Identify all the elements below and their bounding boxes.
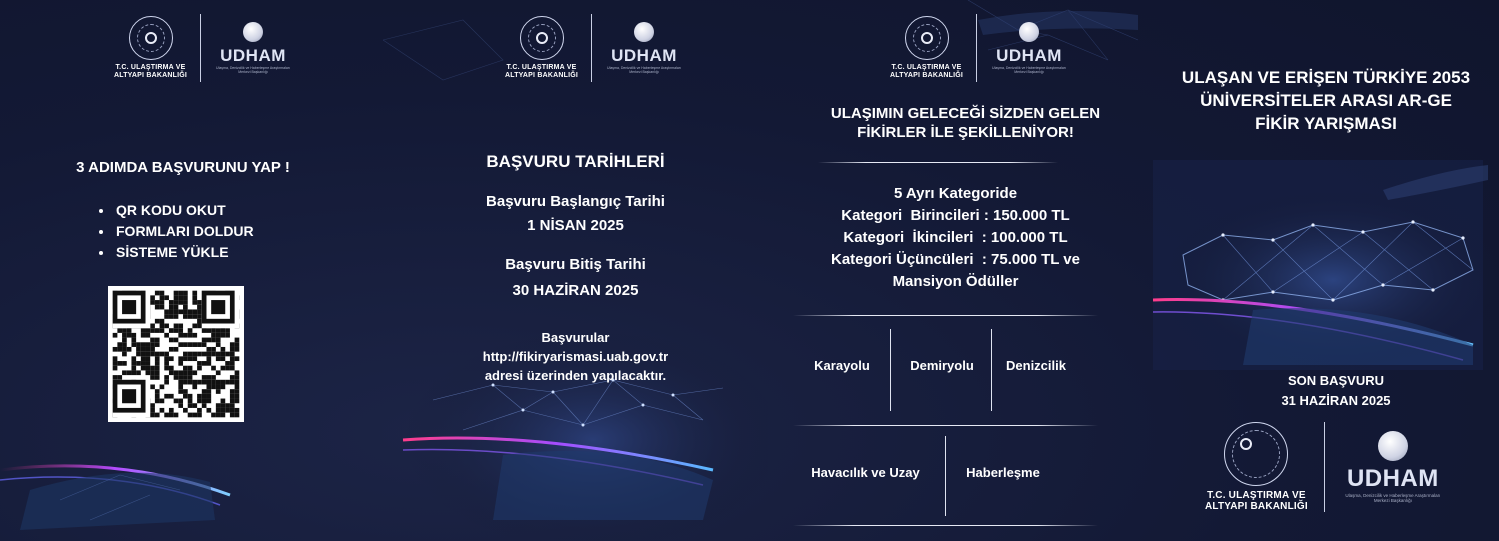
category-separator: [991, 329, 992, 411]
logo-divider: [591, 14, 592, 82]
ministry-seal-icon: [905, 16, 949, 60]
udham-logo: [1341, 431, 1445, 503]
logo-divider: [976, 14, 977, 82]
end-date-label: Başvuru Bitiş Tarihi: [505, 256, 646, 273]
ministry-name-line2: ALTYAPI BAKANLIĞI: [1205, 501, 1308, 512]
ministry-name-line1: T.C. ULAŞTIRMA VE: [115, 64, 186, 71]
deadline-date: 31 HAZİRAN 2025: [1281, 393, 1391, 408]
ministry-name-line2: ALTYAPI BAKANLIĞI: [505, 72, 579, 79]
category-demiryolu: Demiryolu: [910, 358, 974, 373]
ministry-logo: [890, 16, 963, 80]
start-date-label: Başvuru Başlangıç Tarihi: [486, 193, 665, 210]
divider: [818, 162, 1058, 163]
title-line: FİKİR YARIŞMASI: [1255, 114, 1397, 133]
category-separator: [945, 436, 946, 516]
dates-heading: BAŞVURU TARİHLERİ: [486, 152, 665, 171]
divider: [793, 425, 1098, 426]
panel-prizes: [768, 0, 1143, 541]
udham-subtitle: Ulaşma, Denizcilik ve Haberleşme Araştırmaları Merkezi Başkanlığı: [1345, 493, 1441, 503]
prize-line: Kategori Birincileri : 150.000 TL: [841, 207, 1070, 224]
logo-divider: [200, 14, 201, 82]
ministry-name-line2: ALTYAPI BAKANLIĞI: [114, 72, 188, 79]
application-info: [383, 328, 768, 385]
logo-bar: [505, 14, 683, 82]
divider: [793, 315, 1098, 316]
udham-logo: [214, 22, 292, 74]
application-url[interactable]: http://fikiryarismasi.uab.gov.tr: [482, 349, 669, 364]
step-item: • QR KODU OKUT: [114, 200, 254, 221]
panel-dates: [383, 0, 768, 541]
udham-wordmark: UDHAM: [611, 46, 677, 65]
category-denizcilik: Denizcilik: [1006, 358, 1066, 373]
title-line: ULAŞAN VE ERİŞEN TÜRKİYE 2053: [1181, 68, 1471, 87]
competition-title: [1143, 66, 1499, 135]
logo-bar: [890, 14, 1068, 82]
prize-line: Kategori İkincileri : 100.000 TL: [843, 229, 1068, 246]
ministry-logo: [505, 16, 578, 80]
moon-icon: [1019, 22, 1039, 42]
deadline: [1143, 371, 1499, 411]
apply-heading: 3 ADIMDA BAŞVURUNU YAP !: [76, 159, 290, 176]
category-separator: [890, 329, 891, 411]
prize-line: Mansiyon Ödüller: [892, 273, 1019, 290]
udham-wordmark: UDHAM: [996, 46, 1062, 65]
ministry-name-line1: T.C. ULAŞTIRMA VE: [891, 64, 962, 71]
moon-icon: [1378, 431, 1408, 461]
step-item: • FORMLARI DOLDUR: [114, 221, 254, 242]
panel-cover: [1143, 0, 1499, 541]
udham-subtitle: Ulaşma, Denizcilik ve Haberleşme Araştırmaları Merkezi Başkanlığı: [216, 66, 290, 74]
prize-line: Kategori Üçüncüleri : 75.000 TL ve: [831, 251, 1080, 268]
moon-icon: [634, 22, 654, 42]
panel-apply-steps: [0, 0, 383, 541]
title-line: ÜNİVERSİTELER ARASI AR-GE: [1200, 91, 1452, 110]
step-item: • SİSTEME YÜKLE: [114, 242, 254, 263]
ministry-seal-icon: [1224, 422, 1288, 486]
slogan-line: FİKİRLER İLE ŞEKİLLENİYOR!: [857, 124, 1074, 141]
category-karayolu: Karayolu: [814, 358, 870, 373]
udham-subtitle: Ulaşma, Denizcilik ve Haberleşme Araştırmaları Merkezi Başkanlığı: [607, 66, 681, 74]
deadline-label: SON BAŞVURU: [1287, 373, 1385, 388]
logo-bar-large: [1205, 422, 1445, 512]
ministry-name-line1: T.C. ULAŞTIRMA VE: [506, 64, 577, 71]
udham-wordmark: UDHAM: [1346, 465, 1439, 492]
ministry-name-line2: ALTYAPI BAKANLIĞI: [890, 72, 964, 79]
udham-wordmark: UDHAM: [220, 46, 286, 65]
steps-list: [96, 200, 254, 263]
category-havacilik: Havacılık ve Uzay: [811, 465, 920, 480]
prize-list: [768, 183, 1143, 293]
info-line: adresi üzerinden yapılacaktır.: [484, 368, 667, 383]
moon-icon: [243, 22, 263, 42]
udham-subtitle: Ulaşma, Denizcilik ve Haberleşme Araştırmaları Merkezi Başkanlığı: [992, 66, 1066, 74]
logo-divider: [1324, 422, 1325, 512]
start-date-value: 1 NİSAN 2025: [527, 217, 624, 234]
logo-bar: [114, 14, 292, 82]
category-haberlesme: Haberleşme: [966, 465, 1040, 480]
qr-code-icon[interactable]: [108, 286, 244, 422]
ministry-name-line1: T.C. ULAŞTIRMA VE: [1207, 490, 1306, 501]
end-date-value: 30 HAZİRAN 2025: [512, 282, 639, 299]
info-line: Başvurular: [541, 330, 610, 345]
slogan: [768, 104, 1143, 142]
ministry-seal-icon: [129, 16, 173, 60]
divider: [793, 525, 1098, 526]
udham-logo: [605, 22, 683, 74]
slogan-line: ULAŞIMIN GELECEĞİ SİZDEN GELEN: [830, 105, 1101, 122]
ministry-logo: [1205, 422, 1308, 512]
prize-line: 5 Ayrı Kategoride: [893, 185, 1018, 202]
udham-logo: [990, 22, 1068, 74]
ministry-seal-icon: [520, 16, 564, 60]
ministry-logo: [114, 16, 187, 80]
